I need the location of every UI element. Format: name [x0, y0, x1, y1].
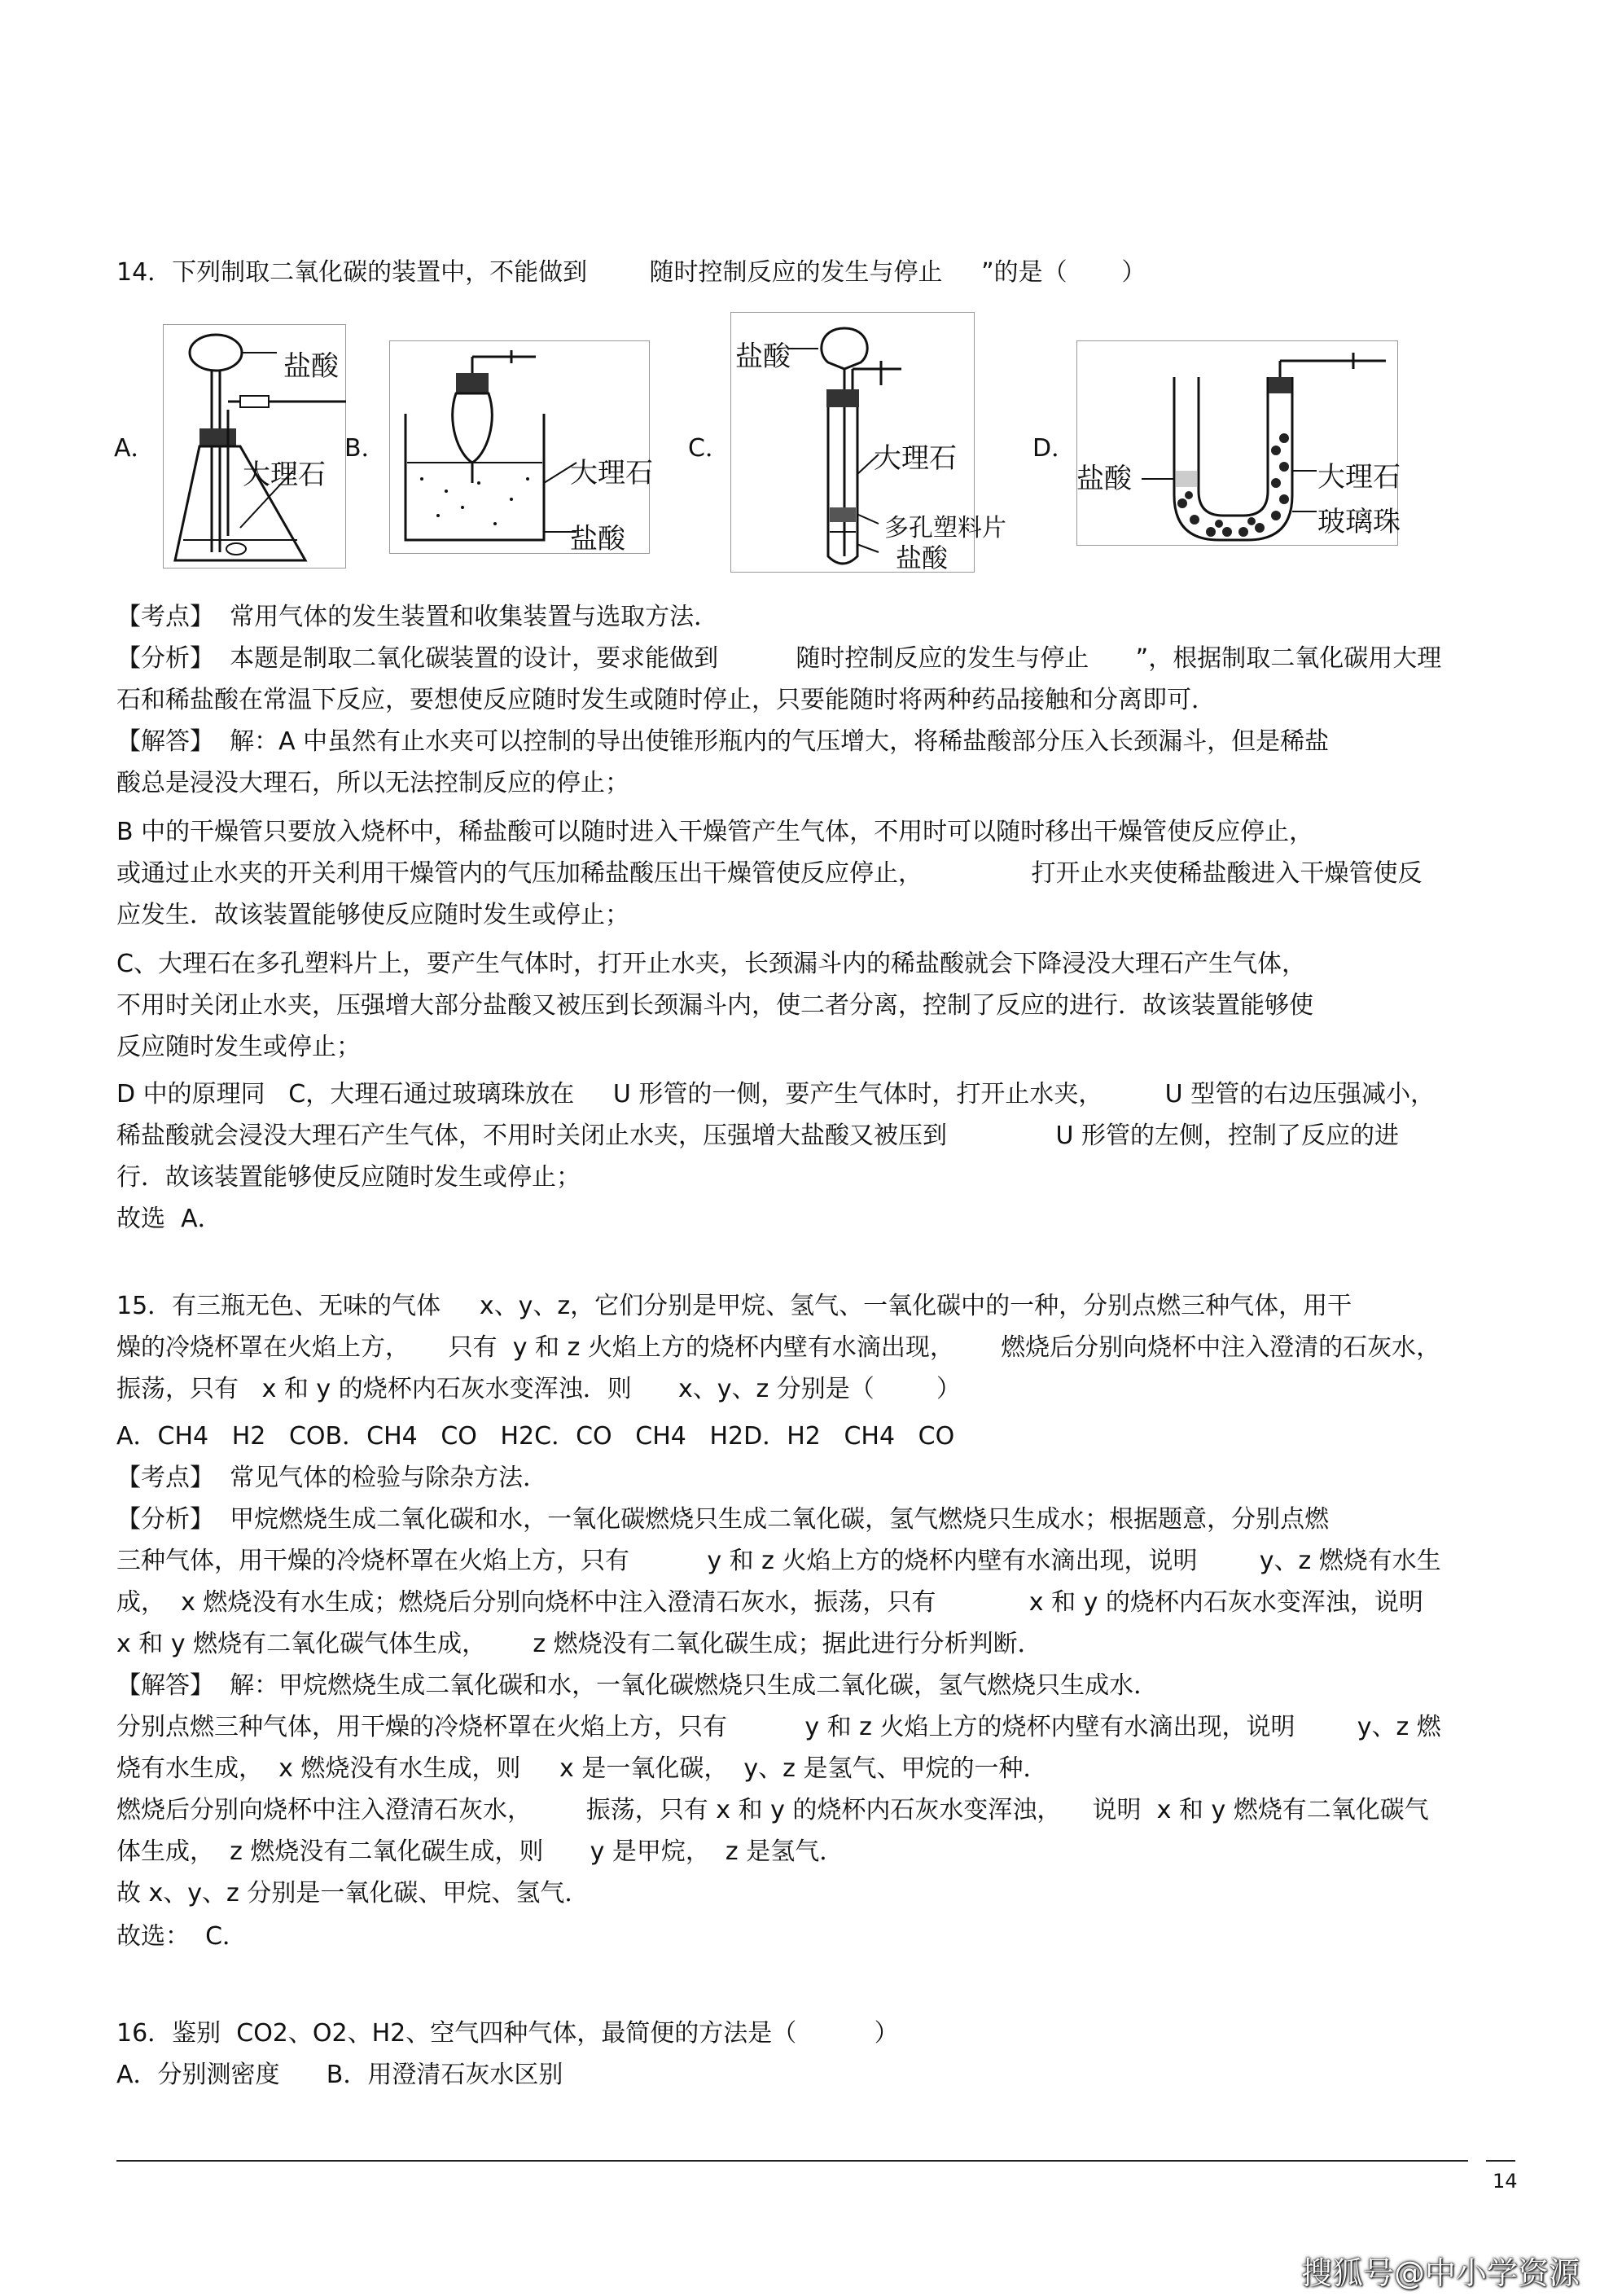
q15-line: 成， x 燃烧没有水生成；燃烧后分别向烧杯中注入澄清石灰水，振荡，只有 x 和 y 的烧杯内石灰水变浑浊，说明 — [116, 1588, 1423, 1617]
q15-line: 体生成， z 燃烧没有二氧化碳生成，则 y 是甲烷， z 是氢气． — [116, 1837, 844, 1866]
q16-options: A．分别测密度 B．用澄清石灰水区别 — [116, 2061, 563, 2089]
q16-stem: 16．鉴别 CO2、O2、H2、空气四种气体，最简便的方法是（ ） — [116, 2019, 899, 2048]
q15-line: 分别点燃三种气体，用干燥的冷烧杯罩在火焰上方，只有 y 和 z 火焰上方的烧杯内壁有水滴出现，说明 y、z 燃 — [116, 1713, 1441, 1741]
q15-line: x 和 y 燃烧有二氧化碳气体生成， z 燃烧没有二氧化碳生成；据此进行分析判断． — [116, 1630, 1042, 1658]
figure-c-label-marble: 大理石 — [874, 442, 957, 475]
figure-c-label-acid-top: 盐酸 — [735, 340, 791, 373]
q15-line: 【分析】 甲烷燃烧生成二氧化碳和水，一氧化碳燃烧只生成二氧化碳，氢气燃烧只生成水；根据题意，分别点燃 — [116, 1505, 1330, 1534]
q14-line: 反应随时发生或停止； — [116, 1033, 361, 1061]
option-a-letter: A． — [114, 434, 156, 463]
q15-line: 【解答】 解：甲烷燃烧生成二氧化碳和水，一氧化碳燃烧只生成二氧化碳，氢气燃烧只生成水． — [116, 1671, 1159, 1700]
q15-line: 燥的冷烧杯罩在火焰上方， 只有 y 和 z 火焰上方的烧杯内壁有水滴出现， 燃烧后分别向烧杯中注入澄清的石灰水， — [116, 1333, 1441, 1362]
figure-b-label-marble: 大理石 — [570, 457, 653, 489]
footer-divider — [116, 2160, 1468, 2162]
q15-line: 三种气体，用干燥的冷烧杯罩在火焰上方，只有 y 和 z 火焰上方的烧杯内壁有水滴出现，说明 y、z 燃烧有水生 — [116, 1547, 1441, 1575]
q15-line: 燃烧后分别向烧杯中注入澄清石灰水， 振荡，只有 x 和 y 的烧杯内石灰水变浑浊， 说明 x 和 y 燃烧有二氧化碳气 — [116, 1796, 1429, 1824]
q14-answer: 故选 A． — [116, 1205, 222, 1233]
q14-line: C、大理石在多孔塑料片上，要产生气体时，打开止水夹，长颈漏斗内的稀盐酸就会下降浸没大理石产生气体， — [116, 950, 1306, 978]
figure-d-label-glass-beads: 玻璃珠 — [1317, 506, 1401, 538]
figure-d-label-acid: 盐酸 — [1076, 463, 1132, 495]
q14-stem: 14．下列制取二氧化碳的装置中，不能做到 随时控制反应的发生与停止 ”的是（ ） — [116, 258, 1146, 287]
option-d-letter: D． — [1032, 434, 1076, 463]
q15-line: 烧有水生成， x 燃烧没有水生成，则 x 是一氧化碳， y、z 是氢气、甲烷的一种． — [116, 1754, 1048, 1783]
q14-line: D 中的原理同 C，大理石通过玻璃珠放在 U 形管的一侧，要产生气体时，打开止水夹， U 型管的右边压强减小， — [116, 1080, 1436, 1108]
q14-line: 【考点】 常用气体的发生装置和收集装置与选取方法． — [116, 603, 719, 631]
q14-line: 【解答】 解：A 中虽然有止水夹可以控制的导出使锥形瓶内的气压增大，将稀盐酸部分压入长颈漏斗，但是稀盐 — [116, 727, 1330, 756]
figure-a-label-marble: 大理石 — [243, 459, 326, 491]
option-b-letter: B． — [344, 434, 386, 463]
footer-divider-short — [1486, 2160, 1515, 2162]
q14-line: 酸总是浸没大理石，所以无法控制反应的停止； — [116, 769, 629, 797]
q15-line: 【考点】 常见气体的检验与除杂方法． — [116, 1464, 548, 1492]
q14-line: 应发生．故该装置能够使反应随时发生或停止； — [116, 901, 629, 929]
q14-line: 石和稀盐酸在常温下反应，要想使反应随时发生或随时停止，只要能随时将两种药品接触和分离即可． — [116, 686, 1216, 714]
figure-c-label-porous-plate: 多孔塑料片 — [884, 514, 1006, 542]
q14-line: 或通过止水夹的开关利用干燥管内的气压加稀盐酸压出干燥管使反应停止， 打开止水夹使稀盐酸进入干燥管使反 — [116, 859, 1423, 888]
figure-d-label-marble: 大理石 — [1317, 461, 1401, 494]
watermark: 搜狐号@中小学资源 — [1301, 2255, 1580, 2291]
q15-line: 振荡，只有 x 和 y 的烧杯内石灰水变浑浊．则 x、y、z 分别是（ ） — [116, 1375, 962, 1403]
q14-line: 稀盐酸就会浸没大理石产生气体，不用时关闭止水夹，压强增大盐酸又被压到 U 形管的左侧，控制了反应的进 — [116, 1122, 1399, 1150]
q15-line: 故 x、y、z 分别是一氧化碳、甲烷、氢气． — [116, 1879, 590, 1907]
q14-line: 不用时关闭止水夹，压强增大部分盐酸又被压到长颈漏斗内，使二者分离，控制了反应的进行．故该装置能够使 — [116, 991, 1313, 1020]
q14-line: B 中的干燥管只要放入烧杯中，稀盐酸可以随时进入干燥管产生气体，不用时可以随时移出干燥管使反应停止， — [116, 818, 1314, 846]
figure-b-label-acid: 盐酸 — [570, 523, 625, 555]
page-number: 14 — [1493, 2170, 1518, 2193]
q15-options: A．CH4 H2 COB．CH4 CO H2C．CO CH4 H2D．H2 CH4 CO — [116, 1422, 955, 1451]
figure-c-label-acid-bottom: 盐酸 — [896, 542, 949, 573]
q14-line: 行．故该装置能够使反应随时发生或停止； — [116, 1163, 581, 1192]
q15-answer: 故选： C． — [116, 1922, 248, 1951]
q14-line: 【分析】 本题是制取二氧化碳装置的设计，要求能做到 随时控制反应的发生与停止 ”，根据制取二氧化碳用大理 — [116, 644, 1442, 673]
option-c-letter: C． — [688, 434, 730, 463]
figure-a-label-acid: 盐酸 — [283, 350, 339, 383]
q15-stem: 15．有三瓶无色、无味的气体 x、y、z，它们分别是甲烷、氢气、一氧化碳中的一种，分别点燃三种气体，用干 — [116, 1292, 1352, 1320]
